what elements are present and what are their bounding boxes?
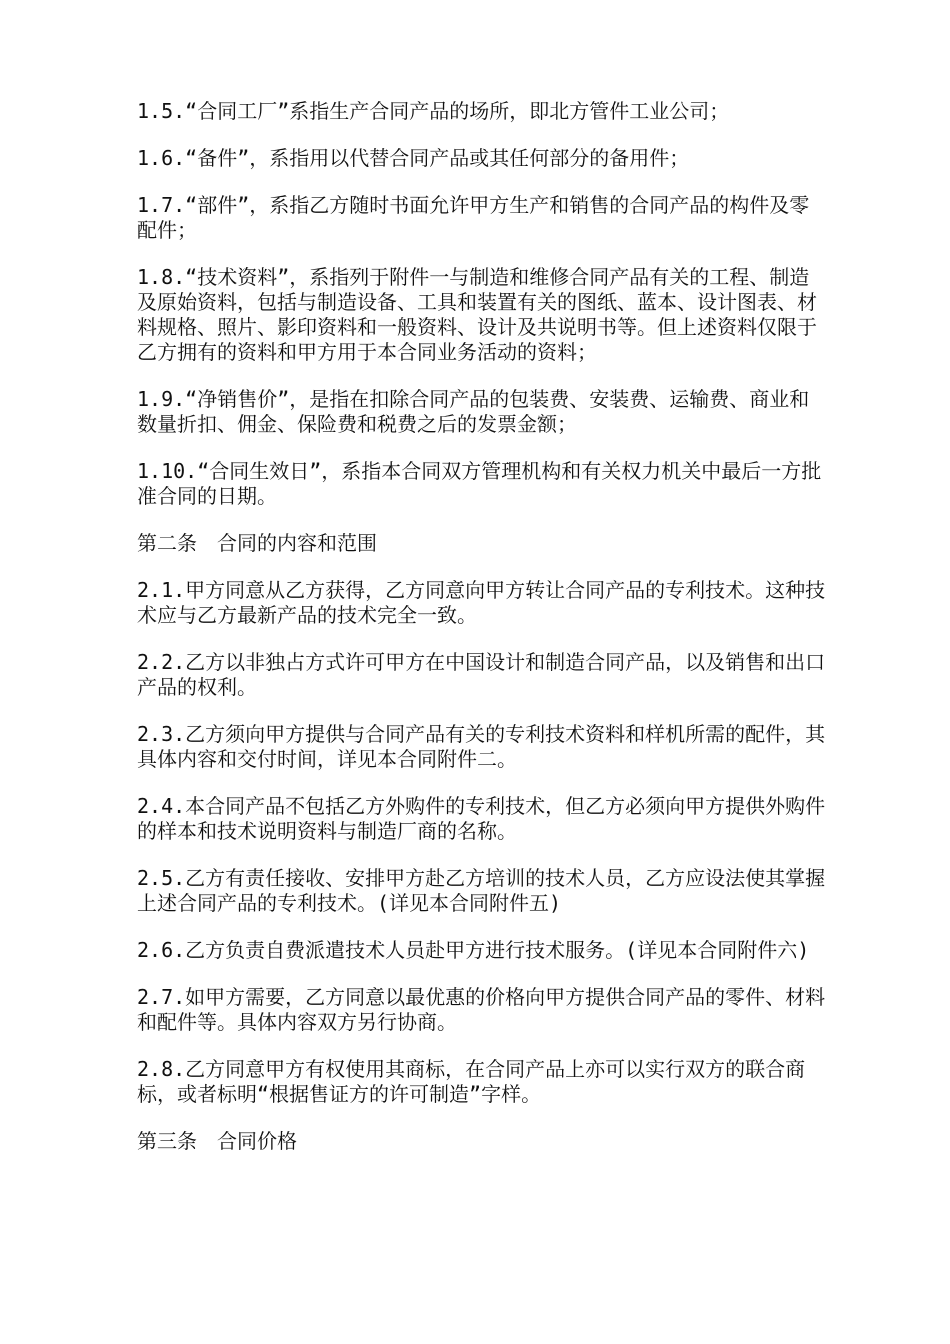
- clause-2-3: 2.3.乙方须向甲方提供与合同产品有关的专利技术资料和样机所需的配件，其具体内容和交付时间，详见本合同附件二。: [137, 722, 826, 771]
- clause-2-8: 2.8.乙方同意甲方有权使用其商标，在合同产品上亦可以实行双方的联合商标，或者标明“根据售证方的许可制造”字样。: [137, 1057, 806, 1106]
- clause-2-7: 2.7.如甲方需要，乙方同意以最优惠的价格向甲方提供合同产品的零件、材料和配件等。具体内容双方另行协商。: [137, 985, 826, 1034]
- clause-2-2: 2.2.乙方以非独占方式许可甲方在中国设计和制造合同产品，以及销售和出口产品的权利。: [137, 650, 826, 699]
- clause-1-10: 1.10.“合同生效日”，系指本合同双方管理机构和有关权力机关中最后一方批准合同的日期。: [137, 459, 822, 508]
- document-body: [137, 99, 827, 1176]
- clause-2-1: 2.1.甲方同意从乙方获得，乙方同意向甲方转让合同产品的专利技术。这种技术应与乙方最新产品的技术完全一致。: [137, 578, 826, 627]
- clause-1-8: 1.8.“技术资料”，系指列于附件一与制造和维修合同产品有关的工程、制造及原始资料，包括与制造设备、工具和装置有关的图纸、蓝本、设计图表、材料规格、照片、影印资料和一般资料、设计及共说明书等。但上述资料仅限于乙方拥有的资料和甲方用于本合同业务活动的资料；: [137, 265, 817, 364]
- clause-1-7: 1.7.“部件”，系指乙方随时书面允许甲方生产和销售的合同产品的构件及零配件；: [137, 193, 810, 242]
- clause-2-5: 2.5.乙方有责任接收、安排甲方赴乙方培训的技术人员，乙方应设法使其掌握上述合同产品的专利技术。(详见本合同附件五): [137, 866, 826, 915]
- section-heading-article-3: 第三条 合同价格: [137, 1129, 297, 1153]
- clause-1-5: 1.5.“合同工厂”系指生产合同产品的场所，即北方管件工业公司；: [137, 99, 730, 123]
- clause-1-6: 1.6.“备件”，系指用以代替合同产品或其任何部分的备用件；: [137, 146, 690, 170]
- clause-1-9: 1.9.“净销售价”，是指在扣除合同产品的包装费、安装费、运输费、商业和数量折扣、佣金、保险费和税费之后的发票金额；: [137, 387, 810, 436]
- clause-2-4: 2.4.本合同产品不包括乙方外购件的专利技术，但乙方必须向甲方提供外购件的样本和技术说明资料与制造厂商的名称。: [137, 794, 826, 843]
- clause-2-6: 2.6.乙方负责自费派遣技术人员赴甲方进行技术服务。(详见本合同附件六): [137, 938, 810, 962]
- section-heading-article-2: 第二条 合同的内容和范围: [137, 531, 377, 555]
